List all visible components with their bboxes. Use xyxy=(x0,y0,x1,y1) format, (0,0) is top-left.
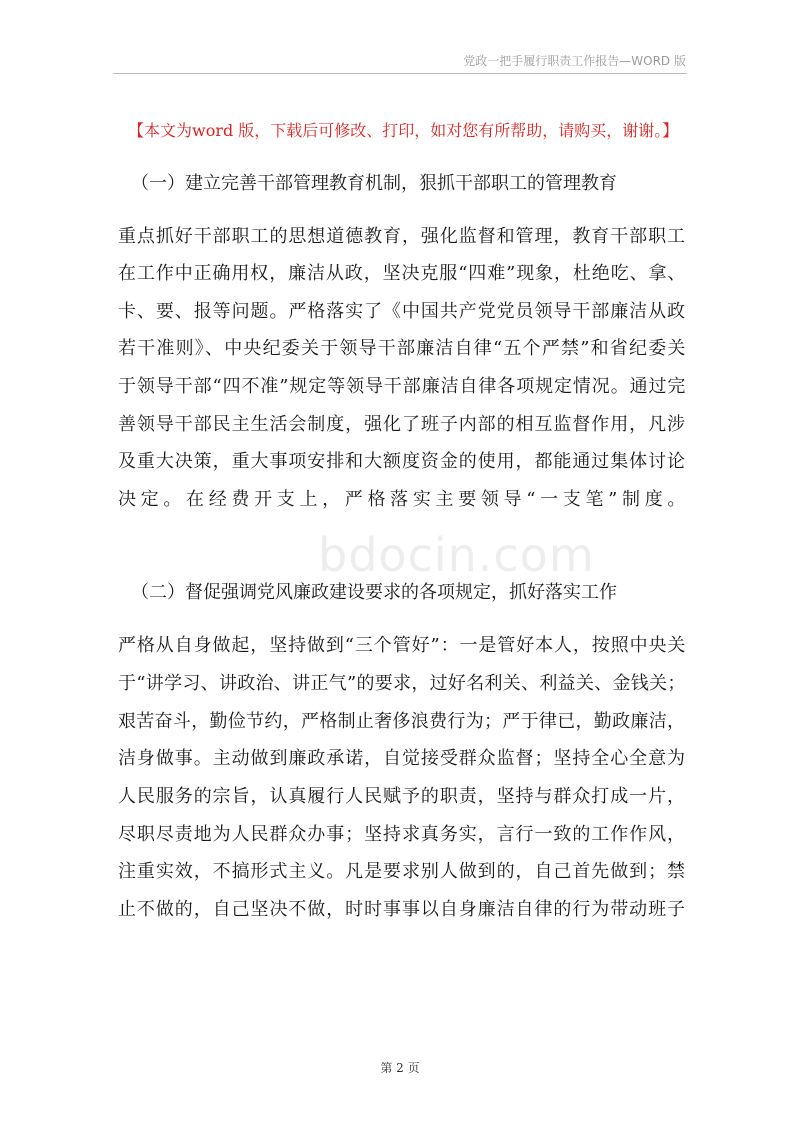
paragraph-line: 及重大决策，重大事项安排和大额度资金的使用，都能通过集体讨论 xyxy=(118,451,686,472)
paragraph-line: 于领导干部“四不准”规定等领导干部廉洁自律各项规定情况。通过完 xyxy=(118,376,687,397)
paragraph-line: 洁身做事。主动做到廉政承诺，自觉接受群众监督；坚持全心全意为 xyxy=(118,748,686,769)
purchase-notice: 【本文为word 版，下载后可修改、打印，如对您有所帮助，请购买，谢谢。】 xyxy=(128,121,679,140)
paragraph-line: 若干准则》、中央纪委关于领导干部廉洁自律“五个严禁”和省纪委关 xyxy=(118,338,687,359)
header-title: 党政一把手履行职责工作报告—WORD 版 xyxy=(463,54,686,68)
paragraph-line: 卡、要、报等问题。严格落实了《中国共产党党员领导干部廉洁从政 xyxy=(118,301,686,322)
paragraph-line: 人民服务的宗旨，认真履行人民赋予的职责，坚持与群众打成一片， xyxy=(118,786,686,807)
paragraph-line: 注重实效，不搞形式主义。凡是要求别人做到的，自己首先做到；禁 xyxy=(118,861,686,882)
paragraph-line: 严格从自身做起，坚持做到“三个管好”：一是管好本人，按照中央关 xyxy=(118,635,687,656)
paragraph-line: 决定。在经费开支上，严格落实主要领导“一支笔”制度。 xyxy=(118,489,691,510)
page-number: 第 2 页 xyxy=(380,1061,420,1075)
paragraph-line: 艰苦奋斗，勤俭节约，严格制止奢侈浪费行为；严于律已，勤政廉洁， xyxy=(118,711,686,732)
paragraph-line: 于“讲学习、讲政治、讲正气”的要求，过好名利关、利益关、金钱关； xyxy=(118,673,686,694)
header-divider xyxy=(113,73,687,74)
section-2-heading: （二）督促强调党风廉政建设要求的各项规定，抓好落实工作 xyxy=(131,582,617,603)
paragraph-line: 止不做的，自己坚决不做，时时事事以自身廉洁自律的行为带动班子 xyxy=(118,899,686,920)
section-1-heading: （一）建立完善干部管理教育机制，狠抓干部职工的管理教育 xyxy=(131,173,617,194)
watermark: bdocin.com xyxy=(318,528,595,582)
paragraph-line: 善领导干部民主生活会制度，强化了班子内部的相互监督作用，凡涉 xyxy=(118,414,686,435)
paragraph-line: 在工作中正确用权，廉洁从政，坚决克服“四难”现象，杜绝吃、拿、 xyxy=(118,263,687,284)
paragraph-line: 尽职尽责地为人民群众办事；坚持求真务实，言行一致的工作作风， xyxy=(118,824,686,845)
paragraph-line: 重点抓好干部职工的思想道德教育，强化监督和管理，教育干部职工 xyxy=(118,226,686,247)
